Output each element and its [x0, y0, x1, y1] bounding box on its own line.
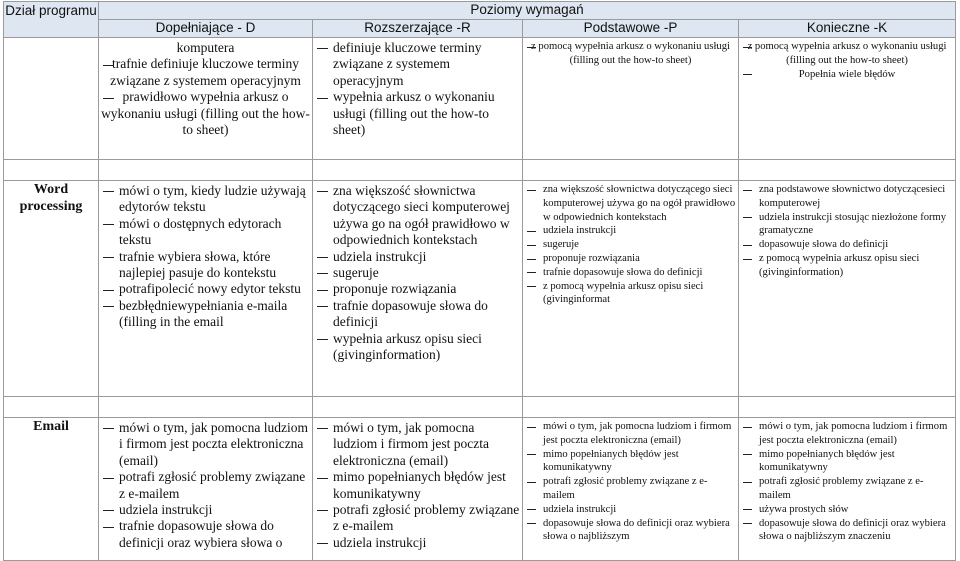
requirement-item: prawidłowo wypełnia arkusz o wykonaniu usługi (filling out the how-to sheet) — [101, 89, 310, 138]
cell-wp-d — [99, 181, 313, 397]
requirement-list — [99, 181, 312, 331]
cell-os-r — [313, 38, 523, 160]
header-row-2 — [4, 20, 956, 38]
requirement-item: udziela instrukcji — [315, 249, 520, 265]
header-level-k: Konieczne -K — [739, 20, 956, 38]
requirement-item: dopasowuje słowa do definicji oraz wybiera słowa o najbliższym znaczeniu — [741, 517, 953, 545]
requirement-list — [739, 418, 955, 544]
requirement-item: sugeruje — [525, 238, 736, 252]
requirement-item: mimo popełnianych błędów jest komunikatywny — [525, 448, 736, 476]
cell-email-k — [739, 418, 956, 561]
requirement-item: z pomocą wypełnia arkusz o wykonaniu usługi (filling out the how-to sheet) — [741, 40, 953, 68]
separator-row — [4, 397, 956, 418]
requirement-item: potrafi zgłosić problemy związane z e-mailem — [741, 475, 953, 503]
requirements-table — [3, 1, 956, 561]
requirement-item: z pomocą wypełnia arkusz opisu sieci (givinginformat — [525, 280, 736, 308]
header-dzial-programu: Dział programu — [4, 2, 99, 38]
section-email: Email — [4, 418, 99, 561]
requirement-list — [739, 38, 955, 81]
requirement-item: dopasowuje słowa do definicji oraz wybiera słowa o najbliższym — [525, 517, 736, 545]
requirement-item: mówi o tym, kiedy ludzie używają edytorów tekstu — [101, 183, 310, 216]
requirement-item: potrafi zgłosić problemy związane z e-mailem — [101, 469, 310, 502]
requirement-item: trafnie dopasowuje słowa do definicji — [525, 266, 736, 280]
requirement-list — [99, 38, 312, 138]
header-poziomy-wymagan: Poziomy wymagań — [99, 2, 956, 20]
requirement-item: trafnie dopasowuje słowa do definicji oraz wybiera słowa o — [101, 518, 310, 551]
cell-wp-k — [739, 181, 956, 397]
requirement-list — [313, 418, 522, 551]
requirement-item: udziela instrukcji — [525, 503, 736, 517]
requirement-item: mimo popełnianych błędów jest komunikatywny — [315, 469, 520, 502]
requirement-item: proponuje rozwiązania — [315, 281, 520, 297]
requirement-item: używa prostych słów — [741, 503, 953, 517]
requirement-item: mówi o tym, jak pomocna ludziom i firmom jest poczta elektroniczna (email) — [101, 420, 310, 469]
cell-os-d — [99, 38, 313, 160]
requirement-item: zna większość słownictwa dotyczącego sieci komputerowej używa go na ogół prawidłowo w odpowiednich kontekstach — [525, 183, 736, 224]
requirement-item: potrafipolecić nowy edytor tekstu — [101, 281, 310, 297]
requirement-list — [313, 38, 522, 138]
requirement-item: z pomocą wypełnia arkusz opisu sieci (givinginformation) — [741, 252, 953, 280]
cell-os-p — [523, 38, 739, 160]
requirement-item: proponuje rozwiązania — [525, 252, 736, 266]
row-email — [4, 418, 956, 561]
requirement-list — [313, 181, 522, 363]
cell-os-k — [739, 38, 956, 160]
requirement-item: udziela instrukcji stosując niezłożone formy gramatyczne — [741, 211, 953, 239]
requirement-item: z pomocą wypełnia arkusz o wykonaniu usługi (filling out the how-to sheet) — [525, 40, 736, 68]
requirement-list — [523, 418, 738, 544]
requirement-list — [739, 181, 955, 280]
header-level-d: Dopełniające - D — [99, 20, 313, 38]
requirement-item: bezbłędniewypełniania e-maila (filling in the email — [101, 298, 310, 331]
requirement-item: sugeruje — [315, 265, 520, 281]
section-label — [4, 38, 99, 160]
row-os — [4, 38, 956, 160]
cell-email-d — [99, 418, 313, 561]
requirement-list — [523, 181, 738, 307]
requirement-item: potrafi zgłosić problemy związane z e-mailem — [315, 502, 520, 535]
requirement-item: trafnie dopasowuje słowa do definicji — [315, 298, 520, 331]
requirement-item: mówi o tym, jak pomocna ludziom i firmom jest poczta elektroniczna (email) — [525, 420, 736, 448]
header-row-1 — [4, 2, 956, 20]
requirement-item: komputera — [176, 40, 235, 55]
section-word-processing: Word processing — [4, 181, 99, 397]
requirement-item: udziela instrukcji — [525, 224, 736, 238]
requirement-item: udziela instrukcji — [315, 535, 520, 551]
requirement-item: mimo popełnianych błędów jest komunikatywny — [741, 448, 953, 476]
separator-row — [4, 160, 956, 181]
requirement-item: wypełnia arkusz o wykonaniu usługi (filling out the how-to sheet) — [315, 89, 520, 138]
requirement-item: Popełnia wiele błędów — [741, 68, 953, 82]
requirement-item: definiuje kluczowe terminy związane z systemem operacyjnym — [315, 40, 520, 89]
requirement-item: mówi o tym, jak pomocna ludziom i firmom jest poczta elektroniczna (email) — [315, 420, 520, 469]
requirement-item: trafnie definiuje kluczowe terminy związane z systemem operacyjnym — [101, 56, 310, 89]
cell-email-r — [313, 418, 523, 561]
requirement-item: potrafi zgłosić problemy związane z e-mailem — [525, 475, 736, 503]
header-level-p: Podstawowe -P — [523, 20, 739, 38]
requirement-item: dopasowuje słowa do definicji — [741, 238, 953, 252]
requirement-item: zna większość słownictwa dotyczącego sieci komputerowej używa go na ogół prawidłowo w odpowiednich kontekstach — [315, 183, 520, 249]
requirement-item: mówi o dostępnych edytorach tekstu — [101, 216, 310, 249]
cell-wp-p — [523, 181, 739, 397]
header-level-r: Rozszerzające -R — [313, 20, 523, 38]
requirement-list — [99, 418, 312, 551]
cell-email-p — [523, 418, 739, 561]
requirement-list — [523, 38, 738, 68]
cell-wp-r — [313, 181, 523, 397]
requirement-item: udziela instrukcji — [101, 502, 310, 518]
requirement-item: zna podstawowe słownictwo dotyczącesieci komputerowej — [741, 183, 953, 211]
row-word-processing — [4, 181, 956, 397]
requirement-item: mówi o tym, jak pomocna ludziom i firmom jest poczta elektroniczna (email) — [741, 420, 953, 448]
requirement-item: trafnie wybiera słowa, które najlepiej pasuje do kontekstu — [101, 249, 310, 282]
requirement-item: wypełnia arkusz opisu sieci (givinginformation) — [315, 331, 520, 364]
